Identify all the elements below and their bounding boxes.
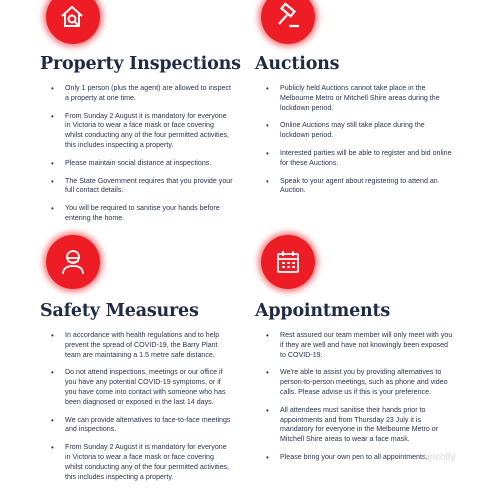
bullet-list (40, 84, 260, 224)
list-item: • Interested parties will be able to register and bid online for these Auctions. (255, 149, 455, 169)
section-auctions (255, 0, 475, 204)
section-appointments (255, 235, 475, 471)
list-item: • You will be required to sanitise your hands before entering the home. (40, 204, 233, 224)
section-property-inspections (40, 0, 260, 232)
list-item: • We're able to assist you by providing alternatives to person-to-person meetings, such as phone and video calls. Please advise us if this is your preference. (255, 368, 455, 397)
section-title: Property Inspections (40, 54, 241, 74)
bullet-list (255, 331, 475, 463)
list-item: • From Sunday 2 August it is mandatory for everyone in Victoria to wear a face mask or face covering whilst conducting any of the four permitted activities, this includes inspecting a property. (40, 112, 233, 151)
section-safety-measures (40, 235, 260, 490)
list-item: • We can provide alternatives to face-to-face meetings and inspections. (40, 416, 233, 436)
list-item: • Please bring your own pen to all appointments. (255, 453, 455, 463)
list-item: • In accordance with health regulations and to help prevent the spread of COVID-19, the Barry Plant team are maintaining a 1.5 metre safe distance. (40, 331, 233, 360)
section-title: Auctions (255, 54, 340, 74)
list-item: • Rest assured our team member will only meet with you if they are well and have not knowingly been exposed to COVID-19. (255, 331, 455, 360)
list-item: • Publicly held Auctions cannot take place in the Melbourne Metro or Mitchell Shire areas during the lockdown period. (255, 84, 455, 113)
section-title: Appointments (255, 301, 391, 321)
watermark: bricolty (424, 452, 456, 463)
gavel-icon (261, 0, 315, 44)
bullet-list (255, 84, 475, 196)
list-item: • From Sunday 2 August it is mandatory for everyone in Victoria to wear a face mask or face covering whilst conducting any of the four permitted activities, this includes inspecting a property. (40, 443, 233, 482)
list-item: • Speak to your agent about registering to attend an Auction. (255, 177, 455, 197)
list-item: • Only 1 person (plus the agent) are allowed to inspect a property at one time. (40, 84, 233, 104)
list-item: • All attendees must sanitise their hands prior to appointments and from Thursday 23 July it is mandatory for everyone in the Melbourne Metro or Mitchell Shire areas to wear a face mask. (255, 406, 455, 445)
list-item: • The State Government requires that you provide your full contact details. (40, 177, 233, 197)
house-magnifier-icon (46, 0, 100, 44)
section-title: Safety Measures (40, 301, 199, 321)
bullet-list (40, 331, 260, 482)
calendar-icon (261, 235, 315, 289)
list-item: • Do not attend inspections, meetings or our office if you have any potential COVID-19 symptoms, or if you have come into contact with someone who has been diagnosed or exposed in the last 14 days. (40, 368, 233, 407)
masked-person-icon (46, 235, 100, 289)
list-item: • Online Auctions may still take place during the lockdown period. (255, 121, 455, 141)
list-item: • Please maintain social distance at inspections. (40, 159, 233, 169)
